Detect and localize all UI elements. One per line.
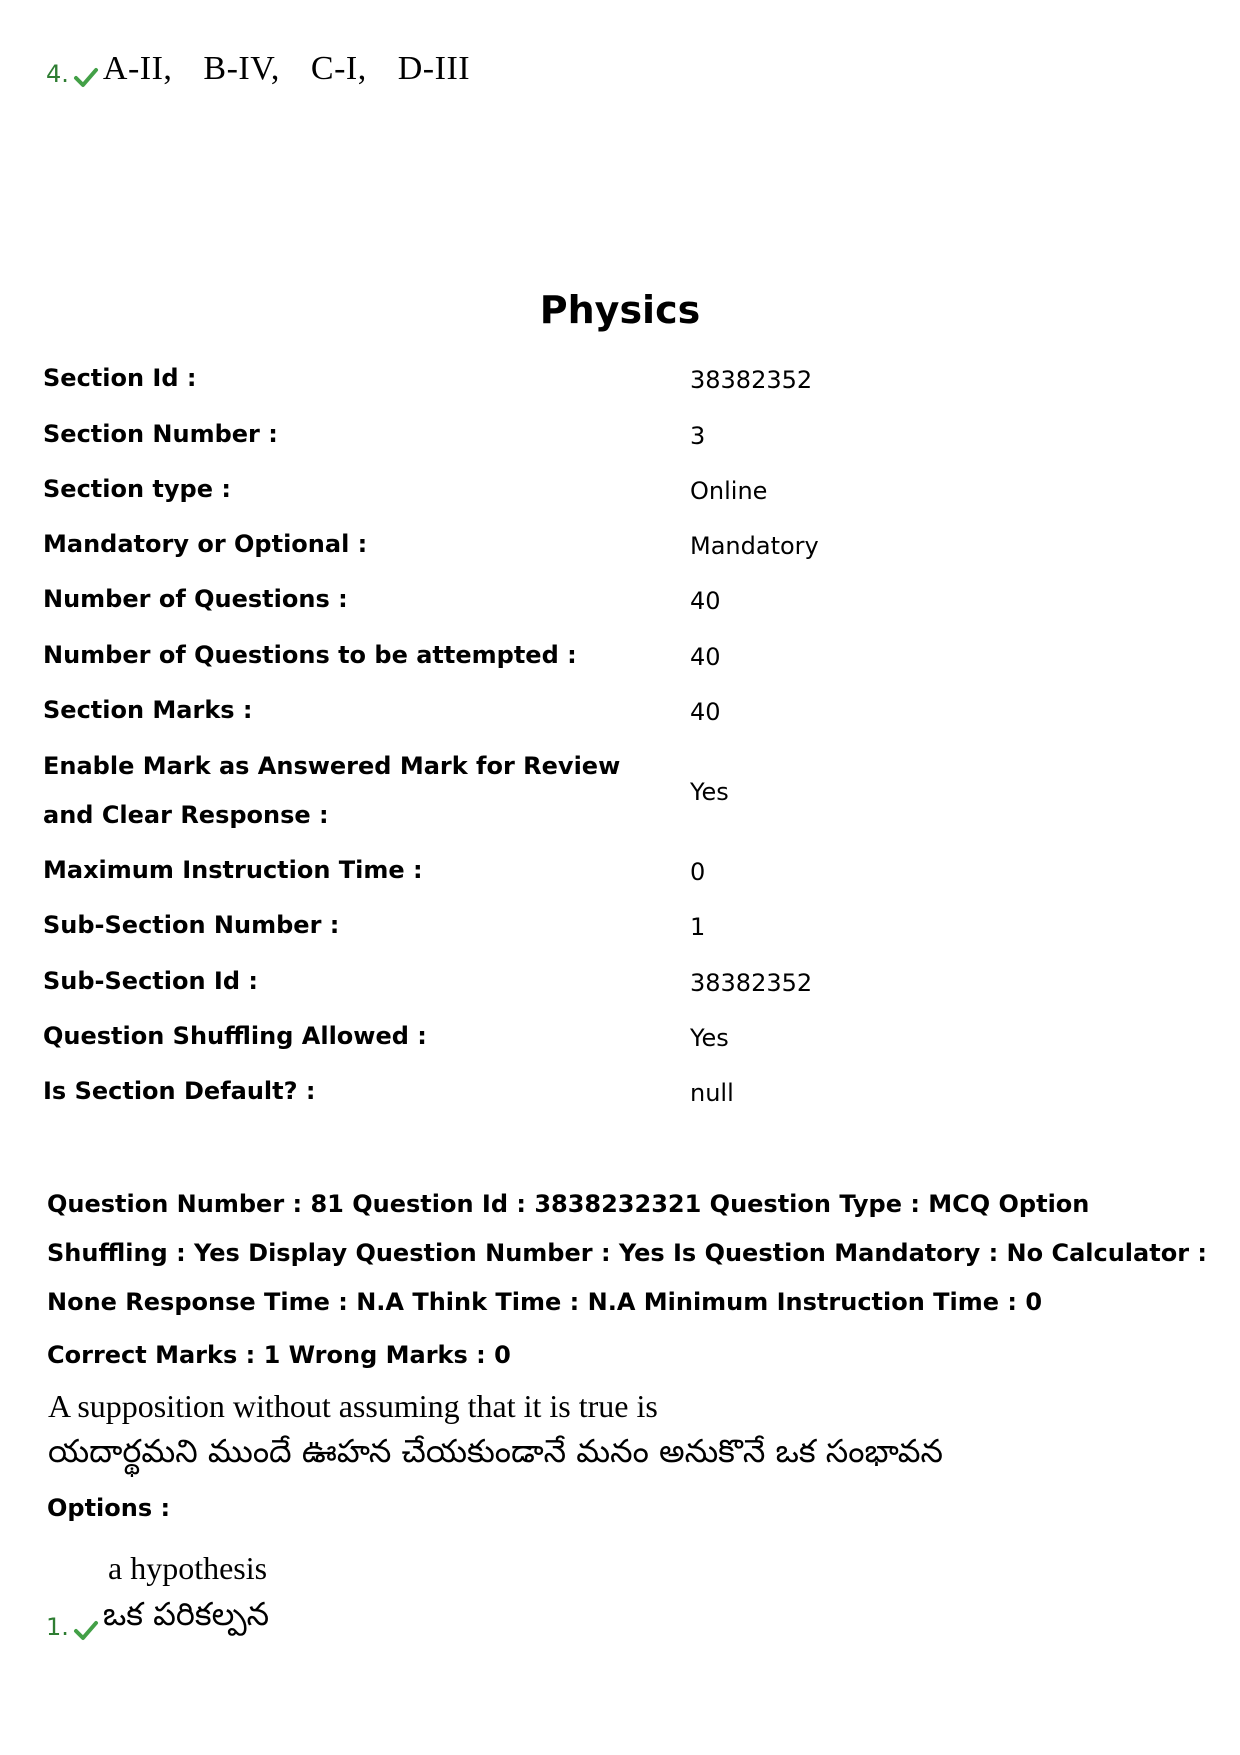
question-meta: Question Number : 81 Question Id : 3838232321 Question Type : MCQ Option Shuffling : Yes Display Question Number : Yes Is Question Mandatory : No Calculator : None Response Time : N.A Think Time : N.A Minimum Instruction Time : 0	[47, 1190, 1207, 1316]
subsection-number-value: 1	[690, 913, 706, 941]
section-default-value: null	[690, 1079, 734, 1107]
section-number-label: Section Number :	[43, 420, 278, 448]
section-default-label: Is Section Default? :	[43, 1077, 316, 1105]
question-text-english: A supposition without assuming that it is true is	[48, 1388, 658, 1424]
mandatory-label: Mandatory or Optional :	[43, 530, 368, 558]
section-id-value: 38382352	[690, 366, 813, 394]
options-label: Options :	[47, 1494, 171, 1522]
previous-correct-option	[46, 50, 470, 88]
shuffling-value: Yes	[690, 1024, 729, 1052]
option-1-text-telugu: ఒక పరికల్పన	[102, 1595, 270, 1633]
section-type-value: Online	[690, 477, 768, 505]
option-text: A-II, B-IV, C-I, D-III	[102, 50, 471, 87]
max-instruction-label: Maximum Instruction Time :	[43, 856, 423, 884]
mandatory-value: Mandatory	[690, 532, 819, 560]
shuffling-label: Question Shuffling Allowed :	[43, 1022, 427, 1050]
section-type-label: Section type :	[43, 475, 231, 503]
num-questions-label: Number of Questions :	[43, 585, 348, 613]
option-1-text-english: a hypothesis	[108, 1550, 268, 1586]
section-marks-value: 40	[690, 698, 721, 726]
option-1	[46, 1595, 269, 1641]
num-attempt-value: 40	[690, 643, 721, 671]
option-number: 4.	[46, 60, 69, 88]
subsection-number-label: Sub-Section Number :	[43, 911, 340, 939]
question-text-telugu: యదార్థమని ముందే ఊహన చేయకుండానే మనం అనుకొనే ఒక సంభావన	[48, 1432, 943, 1470]
max-instruction-value: 0	[690, 858, 706, 886]
section-title: Physics	[539, 288, 701, 332]
check-icon	[73, 66, 99, 88]
question-marks: Correct Marks : 1 Wrong Marks : 0	[47, 1341, 511, 1369]
subsection-id-label: Sub-Section Id :	[43, 967, 258, 995]
option-number: 1.	[46, 1613, 69, 1641]
section-marks-label: Section Marks :	[43, 696, 253, 724]
enable-mark-value: Yes	[690, 778, 729, 806]
section-id-label: Section Id :	[43, 364, 197, 392]
num-attempt-label: Number of Questions to be attempted :	[43, 641, 577, 669]
num-questions-value: 40	[690, 587, 721, 615]
enable-mark-label: Enable Mark as Answered Mark for Review and Clear Response :	[43, 752, 621, 829]
section-number-value: 3	[690, 422, 706, 450]
check-icon	[73, 1619, 99, 1641]
subsection-id-value: 38382352	[690, 969, 813, 997]
